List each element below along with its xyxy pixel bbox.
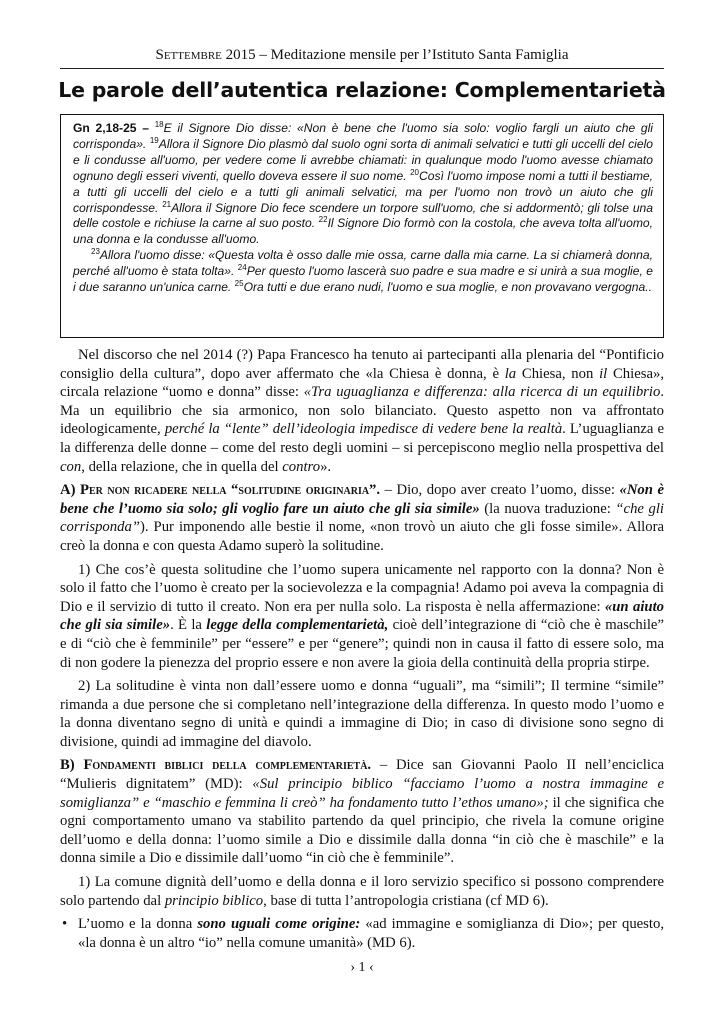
text-run: legge della complementarietà,	[206, 617, 389, 634]
verse-number: 19	[149, 135, 159, 145]
section-b-paragraph	[60, 756, 664, 868]
verse-number: 25	[234, 279, 244, 289]
scripture-paragraph-2	[73, 248, 653, 296]
verse-number: 18	[154, 119, 164, 129]
text-run: Chiesa, non	[516, 365, 600, 382]
text-run: «Tra uguaglianza e differenza: alla ricerca di un equilibrio	[303, 384, 661, 401]
text-run: «ad immagine e somiglianza di Dio»; per questo, «la donna è un altro “io” nella comune umanità» (MD 6).	[78, 916, 664, 951]
text-run: , della relazione, che in quella del	[81, 458, 283, 475]
verse-text: Allora il Signore Dio plasmò dal suolo ogni sorta di animali selvatici e tutti gli uccelli del cielo e li condusse all'uomo, per vedere come li avrebbe chiamati: in qualunque modo l'uomo avesse chiamato ognuno degli esseri viventi, quello doveva essere il suo nome.	[73, 136, 653, 183]
section-a-point-2: 2) La solitudine è vinta non dall’essere uomo e donna “uguali”, ma “simili”; Il termine “simile” rimanda a due persone che si completano nell’integrazione della differenza. In questo modo l’uomo e la donna diventano segno di unità e quindi a immagine di Dio; in caso di divisione sono segno di divisione, quindi ad immagine del diavolo.	[60, 678, 664, 750]
text-run: «Non è bene che l’uomo sia solo; gli voglio fare un aiuto che gli sia simile»	[60, 482, 664, 517]
verse-text: Allora il Signore Dio fece scendere un torpore sull'uomo, che si addormentò; gli tolse una delle costole e richiuse la carne al suo posto.	[73, 200, 653, 231]
section-a-heading	[60, 482, 380, 498]
text-run: ».	[320, 458, 332, 475]
verse-number: 23	[91, 247, 100, 257]
text-run: . L’uguaglianza e la differenza delle donne – come del resto degli uomini – si percepiscono meglio nella prospettiva del	[60, 421, 665, 456]
verse-number: 20	[410, 167, 419, 177]
text-run: «un aiuto che gli sia simile»	[60, 598, 664, 634]
main-text	[60, 346, 664, 952]
page-title: Le parole dell’autentica relazione: Complementarietà	[58, 78, 666, 102]
page-number: › 1 ‹	[350, 960, 374, 975]
verse-text: Allora l'uomo disse: «Questa volta è osso dalle mie ossa, carne dalla mia carne. La si chiamerà donna, perché all'uomo è stata tolta».	[73, 248, 653, 279]
text-run: principio biblico	[164, 892, 264, 909]
text-run: Chiesa», circala relazione “uomo e donna” disse:	[60, 365, 665, 401]
verse-text: Così l'uomo impose nomi a tutti il bestiame, a tutti gli uccelli del cielo e a tutti gli animali selvatici, ma per l'uomo non trovò un aiuto che gli corrispondesse.	[73, 168, 653, 215]
section-b-heading	[60, 757, 371, 773]
text-run: – Dio, dopo aver creato l’uomo, disse:	[380, 482, 620, 499]
section-a-point-1	[60, 561, 664, 673]
section-a-paragraph	[60, 481, 664, 555]
bullet-icon: •	[62, 916, 68, 933]
intro-paragraph	[60, 346, 664, 476]
text-run: perché la “lente” dell’ideologia impedisce di vedere bene la realtà	[164, 421, 563, 438]
text-run: “che gli corrisponda”	[60, 500, 664, 536]
text-run: Nel discorso che nel 2014 (?) Papa Francesco ha tenuto ai partecipanti alla plenaria del “Pontificio consiglio della cultura”, dopo aver affermato che «la Chiesa è donna, è	[60, 347, 664, 382]
text-run: , base di tutta l’antropologia cristiana (cf MD 6).	[263, 892, 549, 909]
text-run: cioè dell’integrazione di “ciò che è maschile” e di “ciò che è femminile” per “essere” e per “genere”; quindi non in causa il fatto di essere solo, ma di non godere la pienezza del proprio essere e non avere la gioia della continuità della propria stirpe.	[60, 617, 664, 671]
text-run: contro	[282, 458, 321, 475]
list-item	[60, 915, 664, 952]
text-run: L’uomo e la donna	[78, 916, 198, 933]
text-run: la	[504, 365, 517, 382]
section-title: Per non ricadere nella “solitudine originaria”.	[80, 482, 381, 499]
text-run: il	[599, 365, 608, 382]
text-run: con	[60, 458, 82, 475]
verse-text: Ora tutti e due erano nudi, l'uomo e sua moglie, e non provavano vergogna..	[243, 280, 652, 295]
text-run: 1) La comune dignità dell’uomo e della donna e il loro servizio specifico si possono comprendere solo partendo dal	[60, 874, 664, 909]
running-header	[0, 47, 724, 64]
header-rule	[60, 68, 664, 69]
section-label: B)	[60, 757, 84, 774]
section-title: Fondamenti biblici della complementarietà.	[83, 757, 372, 774]
header-month: Settembre	[155, 47, 222, 63]
scripture-paragraph-1	[73, 121, 653, 248]
scripture-reference: Gn 2,18-25	[73, 121, 137, 135]
verse-number: 24	[237, 263, 247, 273]
text-run: (la nuova traduzione:	[479, 500, 616, 517]
text-run: il che significa che ogni comportamento umano va stabilito partendo da quel principio, che rivela la comune origine dell’uomo e della donna: l’uomo simile a Dio e dissimile dalla donna “in ciò che è maschile” e la donna simile a Dio e dissimile dall’uomo “in ciò che è femminile”.	[60, 794, 665, 867]
text-run: sono uguali come origine:	[197, 916, 361, 933]
header-year: 2015	[225, 47, 256, 63]
text-run: – Dice san Giovanni Paolo II nell’enciclica “Mulieris dignitatem” (MD):	[60, 757, 664, 793]
verse-text: Il Signore Dio formò con la costola, che aveva tolta all'uomo, una donna e la condusse all'uomo.	[73, 216, 653, 247]
bullet-list	[60, 915, 664, 952]
section-label: A)	[60, 482, 81, 499]
scripture-box	[60, 114, 664, 338]
text-run: 1) Che cos’è questa solitudine che l’uomo supera unicamente nel rapporto con la donna? Non è solo il fatto che l’uomo è creato per la socievolezza e la compagnia! Adamo poi aveva la compagnia di Dio e il servizio di tutto il creato. Non era per nulla solo. La risposta è nella affermazione:	[60, 561, 664, 615]
header-text: – Meditazione mensile per l’Istituto Santa Famiglia	[259, 47, 569, 63]
verse-text: E il Signore Dio disse: «Non è bene che l'uomo sia solo: voglio fargli un aiuto che gli corrisponda».	[73, 121, 653, 151]
verse-number: 22	[318, 215, 328, 225]
verse-text: Per questo l'uomo lascerà suo padre e sua madre e si unirà a sua moglie, e i due saranno un'unica carne.	[73, 264, 653, 295]
text-run: ). Pur imponendo alle bestie il nome, «non trovò un aiuto che gli fosse simile». Allora creò la donna e con questa Adamo superò la solitudine.	[60, 519, 664, 554]
verse-number: 21	[162, 199, 172, 209]
text-run: . Ma un equilibrio che sia armonico, non solo bilanciato. Questo aspetto non va affrontato ideologicamente,	[60, 384, 664, 438]
section-b-point-1	[60, 873, 664, 910]
text-run: . È la	[170, 617, 207, 634]
text-run: «Sul principio biblico “facciamo l’uomo a nostra immagine e somiglianza” e “maschio e femmina li creò” ha fondamento tutto l’ethos umano»;	[60, 776, 664, 811]
scripture-dash: –	[136, 121, 155, 135]
